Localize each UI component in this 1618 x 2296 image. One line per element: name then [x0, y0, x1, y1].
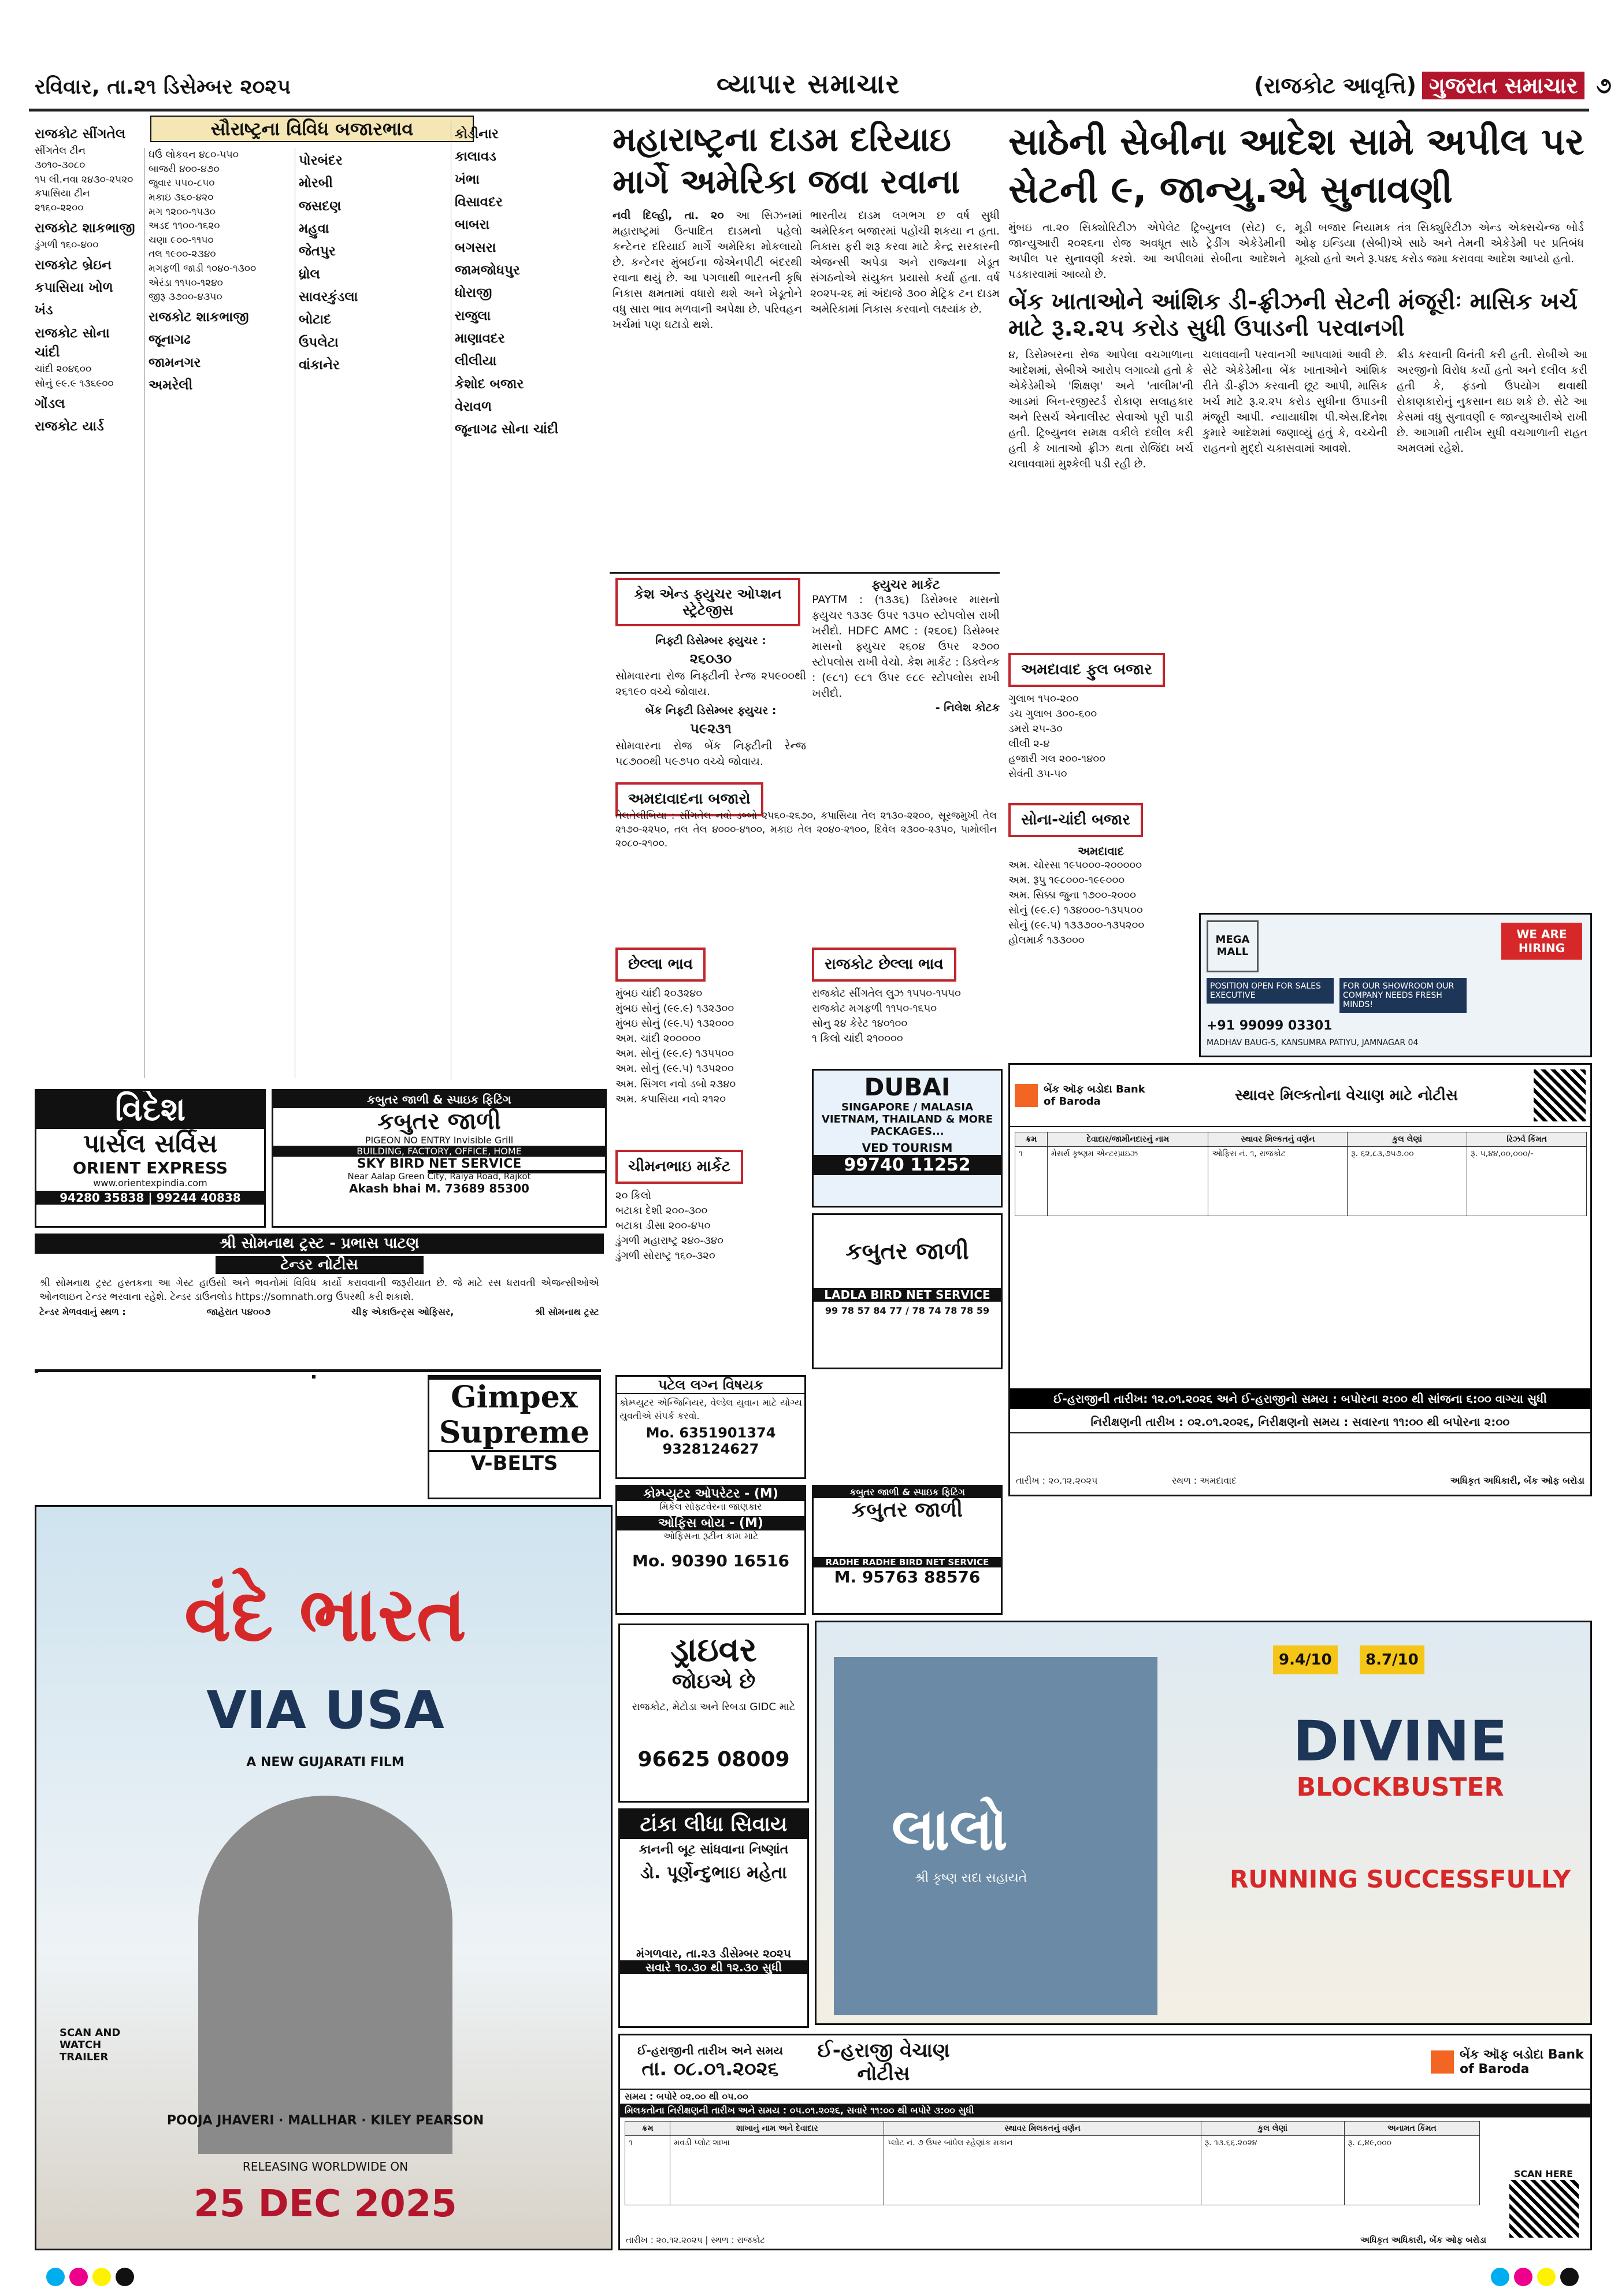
- header-date: રવિવાર, તા.૨૧ ડિસેમ્બર ૨૦૨૫: [35, 75, 291, 99]
- fool-bazar-rows: [1008, 692, 1193, 782]
- market-heading: સાવરકુંડલા: [299, 289, 358, 305]
- bank-nifty-body: સોમવારના રોજ બેંક નિફ્ટીની રેન્જ ૫૮૭૦૦થી ૫૯૭૫૦ વચ્ચે જોવાય.: [615, 740, 806, 768]
- rajkot-chhello-label: રાજકોટ છેલ્લા ભાવ: [812, 948, 956, 982]
- markets-col-4: [451, 121, 606, 1080]
- table-header: દેવાદાર/જામીનદારનું નામ: [1047, 1132, 1208, 1147]
- computer-phone: Mo. 90390 16516: [632, 1551, 790, 1570]
- mega-mall-phone: +91 99099 03301: [1207, 1019, 1333, 1033]
- market-line: એરંડા ૧૧૫૦-૧૨૪૦: [149, 277, 223, 289]
- driver-title: ડ્રાઇવર: [670, 1630, 757, 1669]
- rule-left-mid: [35, 1369, 601, 1372]
- gimpex-l1: Gimpex: [451, 1380, 578, 1415]
- chimanbhai-rows: [615, 1188, 806, 1264]
- dubai-company: VED TOURISM: [862, 1141, 953, 1155]
- sona-chandi-row: અમ. સિક્કા જુના ૧૭૦૦-૨૦૦૦: [1008, 889, 1136, 902]
- futures-author: - નિલેશ કોટક: [935, 701, 1000, 714]
- market-heading: વાંકાનેર: [299, 358, 340, 373]
- bob-officer: અધિકૃત અધિકારી, બેંક ઓફ બરોડા: [1450, 1475, 1584, 1486]
- market-heading: બાબરા: [455, 217, 490, 233]
- sona-chandi-city: અમદાવાદ: [1078, 844, 1124, 858]
- rajkot-chhello-row: રાજકોટ સીંગતેલ લુઝ ૧૫૫૦-૧૫૫૦: [812, 987, 961, 1000]
- tanka-title: ટાંકા લીધા સિવાય: [620, 1810, 807, 1839]
- reg-mark-yellow-r: [1537, 2268, 1556, 2286]
- fool-bazar-row: ડચ ગુલાબ ૩૦૦-૬૦૦: [1008, 708, 1097, 720]
- table-cell: રૂ. ૮,૪૯,૦૦૦: [1344, 2136, 1479, 2205]
- market-line: જામનગર: [149, 355, 201, 370]
- market-line: રાજકોટ સોના ચાંદી: [35, 325, 110, 360]
- dadam-body-2: ભારતીય દાડમ લગભગ છ વર્ષ સુધી અમેરિકન બજારમાં પહોંચી શકયા ન હતા. નિકાસ ફરી શરૂ કરવા માટે કેન્દ્ર સરકારની એજન્સી અપેડા અને રાજ્યના ખેડૂત સંગઠનોએ સંયુક્ત પ્રયાસો કર્યા હતા. વર્ષ ૨૦૨૫-૨૬ માં અંદાજે ૩૦૦ મેટ્રિક ટન દાડમ અમેરિકામાં નિકાસ કરવાનો લક્ષ્યાંક છે.: [810, 209, 1000, 315]
- ladla-ad: [812, 1213, 1003, 1369]
- patel-body: કોમ્પ્યુટર એન્જિનિયર, વેલ્ડેલ યુવાન માટે યોગ્ય યુવતીએ સંપર્ક કરવો.: [619, 1397, 802, 1421]
- videsh-web: www.orientexpindia.com: [93, 1177, 207, 1188]
- lalo-divine: DIVINE: [1293, 1709, 1508, 1774]
- markets-col-2: [144, 148, 289, 1078]
- market-heading: ધોરાજી: [455, 285, 492, 301]
- chhella-bhav-row: અમ. સોનું (૯૯.૯) ૧૩૫૫૦૦: [615, 1047, 734, 1060]
- market-heading: જામજોધપુર: [455, 263, 520, 278]
- markets-col-3: [295, 148, 445, 1078]
- fool-bazar-row: ગુલાબ ૧૫૦-૨૦૦: [1008, 693, 1079, 705]
- edition-label: [1254, 73, 1612, 99]
- chimanbhai-row: ડુંગળી મહારાષ્ટ્ર ૨૪૦-૩૪૦: [615, 1235, 723, 1247]
- market-line: કપાસિયા ટીન ૨૧૬૦-૨૨૦૦: [35, 188, 90, 214]
- market-line: મગ ૧૨૦૦-૧૫૩૦: [149, 206, 216, 218]
- reg-mark-yellow: [92, 2268, 111, 2286]
- sona-chandi-row: અમ. ચોરસા ૧૯૫૦૦૦-૨૦૦૦૦૦: [1008, 859, 1142, 871]
- sona-chandi-row: સોનું (૯૯.૯) ૧૩૪૦૦૦-૧૩૫૫૦૦: [1008, 904, 1143, 917]
- table-header: ક્રમ: [625, 2122, 670, 2136]
- radhe-name: કબુતર જાળી: [851, 1498, 963, 1522]
- somnath-title: શ્રી સોમનાથ ટ્રસ્ટ - પ્રભાસ પાટણ: [35, 1234, 604, 1254]
- chhella-bhav-rows: [615, 986, 806, 1107]
- market-line: બાજરી ૪૦૦-૪૭૦: [149, 163, 220, 175]
- sona-chandi-row: અમ. રૂપુ ૧૯૮૦૦૦-૧૯૯૦૦૦: [1008, 874, 1125, 887]
- somnath-foot-3: શ્રી સોમનાથ ટ્રસ્ટ: [535, 1306, 599, 1318]
- bank-nifty-value: ૫૯૨૩૧: [690, 720, 732, 737]
- reg-mark-cyan: [46, 2268, 65, 2286]
- videsh-company: ORIENT EXPRESS: [72, 1158, 228, 1177]
- sebi-body-4: ચલાવવાની પરવાનગી આપવામાં આવી છે. સેટે એકેડેમીના બેંક ખાતાઓને આંશિક રીતે ડી-ફ્રીઝ કરવાની છૂટ આપી, માસિક ખર્ચ માટે રૂ.૨.૨૫ કરોડ સુધીના ઉપાડની મંજૂરી આપી. ન્યાયાધીશ પી.એસ.દિનેશ કુમારે આદેશમાં જણાવ્યું હતું કે, વચ્ચેની રાહતનો મુદ્દો ચકાસવામાં આવશે.: [1203, 348, 1387, 455]
- market-heading: લીલીયા: [455, 354, 497, 369]
- paper-badge: ગુજરાત સમાચાર: [1422, 72, 1584, 99]
- mega-mall-address: MADHAV BAUG-5, KANSUMRA PATIYU, JAMNAGAR 04: [1207, 1038, 1419, 1047]
- market-heading: જેતપુર: [299, 244, 336, 259]
- vande-bharat-ad: [35, 1505, 613, 2250]
- market-line: કપાસિયા ખોળ: [35, 280, 113, 295]
- market-line: અડદ ૧૧૦૦-૧૬૨૦: [149, 220, 220, 232]
- dubai-ad: [812, 1069, 1003, 1208]
- bob2-table: [625, 2121, 1480, 2205]
- somnath-ad: [35, 1234, 604, 1364]
- market-line: ખંડ: [35, 303, 53, 318]
- lalo-blockbuster: BLOCKBUSTER: [1296, 1773, 1504, 1802]
- table-header: શાખાનું નામ અને દેવાદાર: [670, 2122, 884, 2136]
- reg-mark-magenta-r: [1514, 2268, 1532, 2286]
- vande-title: વંદે ભારત: [184, 1570, 467, 1658]
- market-line: રાજકોટ સીંગતેલ: [35, 127, 126, 142]
- page-number: ૭: [1596, 73, 1612, 98]
- office-boy-sub: ઓફિસના રૂટીન કામ માટે: [663, 1530, 759, 1541]
- market-heading: ખંભા: [455, 172, 480, 187]
- somnath-code: જાહેરાત ૫૪૦૦૭: [206, 1306, 271, 1318]
- rajkot-chhello-row: ૧ કિલો ચાંદી ૨૧૦૦૦૦: [812, 1032, 903, 1045]
- bob-notice-title: સ્થાવર મિલ્કતોના વેચાણ માટે નોટીસ: [1234, 1086, 1458, 1104]
- chhella-bhav-label: છેલ્લા ભાવ: [615, 948, 706, 982]
- market-line: ચણા ૯૦૦-૧૧૫૦: [149, 234, 214, 246]
- market-heading: ઉપલેટા: [299, 335, 339, 350]
- position-2: FOR OUR SHOWROOM OUR COMPANY NEEDS FRESH MINDS!: [1339, 978, 1467, 1013]
- futures-market-body: PAYTM : (૧૩૩૬) ડિસેમ્બર માસનો ફ્યુચર ૧૩૩૯ ઉપર ૧૩૫૦ સ્ટોપલોસ રાખી ખરીદો. HDFC AMC : (૨૬૦૬) ડિસેમ્બર માસનો ફ્યુચર ૨૬૦૪ ઉપર ૨૭૦૦ સ્ટોપલોસ રાખી વેચો. કેશ માર્કેટ : ડિક્લેન્ક : (૯૮૧) ૯૮૧ ઉપર ૯૮૯ સ્ટોપલોસ રાખી ખરીદો.: [812, 593, 1000, 700]
- market-line: સીંગતેલ ટીન ૩૦૧૦-૩૦૮૦: [35, 145, 86, 171]
- header-rule: [29, 109, 1589, 112]
- somnath-foot-2: ચીફ એકાઉન્ટ્સ ઓફિસર,: [351, 1306, 454, 1318]
- bob-inspect-line: નિરીક્ષણની તારીખ : ૦૨.૦૧.૨૦૨૬, નિરીક્ષણનો સમય : સવારના ૧૧:૦૦ થી બપોરના ૨:૦૦: [1010, 1411, 1590, 1433]
- radhe-ad: [812, 1485, 1003, 1615]
- market-line: તલ ૧૯૦૦-૨૩૪૦: [149, 248, 216, 261]
- computer-ad: [615, 1485, 806, 1615]
- rajkot-chhello-box: [812, 948, 1000, 1063]
- market-heading: બોટાદ: [299, 312, 332, 328]
- reg-mark-black-r: [1560, 2268, 1579, 2286]
- driver-ad: [618, 1623, 809, 1803]
- gimpex-l2: Supreme: [439, 1415, 590, 1450]
- bob2-title: ઈ-હરાજી વેચાણ નોટીસ: [817, 2039, 950, 2085]
- kabutar1-name: કબુતર જાળી: [377, 1108, 501, 1135]
- radhe-phone: M. 95763 88576: [834, 1567, 981, 1587]
- market-line: જુવાર ૫૫૦-૮૫૦: [149, 177, 215, 190]
- vande-release: RELEASING WORLDWIDE ON: [242, 2160, 409, 2174]
- bob-place: સ્થળ : અમદાવાદ: [1172, 1475, 1237, 1486]
- table-header: સ્થાવર મિલ્કતનું વર્ણન: [1208, 1132, 1348, 1147]
- sebi-body-1: મુંબઇ તા.૨૦ સિક્યોરિટીઝ એપેલેટ ટ્રિબ્યુનલ (સેટ) ૯, જાન્યુઆરી ૨૦૨૬ના રોજ અવધૂત સાઠે ટ્રેડીંગ એકેડેમીની અપીલ પર સુનાવણી કરશે. આ અપીલમાં સેબીના આદેશને પડકારવામાં આવ્યો છે.: [1008, 221, 1286, 281]
- bob2-time: સમય : બપોરે ૦૨.૦૦ થી ૦૫.૦૦: [625, 2091, 748, 2102]
- bob2-qr-icon: [1509, 2180, 1579, 2238]
- table-header: ક્રમ: [1015, 1132, 1048, 1147]
- table-cell: રૂ. ૬૨,૮૩,૭૫૭.૦૦: [1348, 1147, 1467, 1216]
- fool-bazar-label: અમદાવાદ ફુલ બજાર: [1008, 653, 1165, 687]
- kabutar1-phone: Akash bhai M. 73689 85300: [349, 1182, 529, 1195]
- patel-phone-1: Mo. 6351901374: [645, 1425, 776, 1441]
- chimanbhai-label: ચીમનભાઇ માર્કેટ: [615, 1150, 743, 1184]
- driver-phone: 96625 08009: [637, 1748, 790, 1771]
- fool-bazar-box: [1008, 653, 1193, 797]
- driver-sub: જોઇએ છે: [671, 1670, 756, 1693]
- computer-sub: મિકેલ સોફ્ટવેરના જાણકાર: [659, 1501, 762, 1512]
- market-line: રાજકોટ યાર્ડ: [35, 418, 104, 434]
- table-cell: મવડી પ્લોટ શાખા: [670, 2136, 884, 2205]
- somnath-subtitle: ટેન્ડર નોટીસ: [216, 1256, 424, 1274]
- market-line: જૂનાગઢ: [149, 332, 191, 348]
- radhe-title: કબુતર જાળી & સ્પાઇક ફિટિંગ: [814, 1487, 1001, 1498]
- bob2-bank-name: બેંક ઑફ બડોદા Bank of Baroda: [1460, 2048, 1584, 2076]
- vande-actors: POOJA JHAVERI · MALLHAR · KILEY PEARSON: [166, 2113, 484, 2128]
- table-cell: મેસર્સ કૃષ્ણમ એન્ટરપ્રાઇઝ: [1047, 1147, 1208, 1216]
- dadam-article: [613, 118, 1000, 569]
- sebi-body-3: ૪, ડિસેમ્બરના રોજ આપેલા વચગાળાના આદેશમાં, સેબીએ આરોપ લગાવ્યો હતો કે એકેડેમીએ 'શિક્ષણ' અને 'તાલીમ'ની આડમાં બિન-રજીસ્ટર્ડ રોકાણ સલાહકાર અને રિસર્ચ એનાલીસ્ટ સેવાઓ પૂરી પાડી હતી. ટ્રિબ્યુનલ સમક્ષ વકીલે દલીલ કરી હતી કે ખાતાઓ ફ્રીઝ થતા રોજિંદા ખર્ચ ચલાવવામાં મુશ્કેલી પડી રહી છે.: [1008, 348, 1193, 471]
- lalo-running: RUNNING SUCCESSFULLY: [1229, 1865, 1571, 1893]
- paper-name: વ્યાપાર સમાચાર: [717, 68, 901, 99]
- bank-nifty-title: બેંક નિફ્ટી ડિસેમ્બર ફ્યુચર :: [645, 704, 777, 717]
- mega-mall-logo: [1207, 920, 1259, 972]
- sona-chandi-label: સોના-ચાંદી બજાર: [1008, 803, 1143, 837]
- imdb-rating-1: 9.4/10: [1273, 1645, 1338, 1674]
- bob2-logo-icon: [1431, 2050, 1454, 2074]
- bob2-scan: SCAN HERE: [1513, 2168, 1573, 2179]
- market-heading: કોડીનાર: [455, 127, 499, 142]
- sebi-body-5: ક્રીડ કરવાની વિનંતી કરી હતી. સેબીએ આ અરજીનો વિરોધ કર્યો હતો અને દલીલ કરી હતી કે, ફંડનો ઉપયોગ થવાથી રોકાણકારોનું નુકસાન થઇ શકે છે. સેટે આ કેસમાં વધુ સુનાવણી ૯ જાન્યુઆરીએ રાખી છે. આગામી તારીખ સુધી વચગાળાની રાહત અમલમાં રહેશે.: [1397, 348, 1587, 455]
- chhella-bhav-row: મુંબઇ ચાંદી ૨૦૩૨૪૦: [615, 987, 703, 1000]
- patel-title: પટેલ લગ્ન વિષયક: [617, 1377, 804, 1394]
- chimanbhai-row: ડુંગળી સોરાષ્ટ્ર ૧૬૦-૩૨૦: [615, 1250, 715, 1262]
- kabutar1-lines: BUILDING, FACTORY, OFFICE, HOME: [273, 1146, 605, 1157]
- nifty-value: ૨૬૦૩૦: [689, 650, 732, 667]
- radhe-company: RADHE RADHE BIRD NET SERVICE: [814, 1557, 1001, 1567]
- gimpex-l3: V-BELTS: [429, 1450, 599, 1475]
- ladla-name: કબુતર જાળી: [845, 1238, 969, 1265]
- spacer25: [312, 1375, 316, 1379]
- sebi-subhead: બેંક ખાતાઓને આંશિક ડી-ફ્રીઝની સેટની મંજૂરીઃ માસિક ખર્ચ માટે રૂ.૨.૨૫ કરોડ સુધી ઉપાડની પરવાનગી: [1008, 288, 1578, 342]
- patel-ad: [615, 1375, 806, 1479]
- fool-bazar-row: ડમરો ૨૫-૩૦: [1008, 723, 1063, 735]
- imdb-rating-2: 8.7/10: [1360, 1645, 1424, 1674]
- futures-label: કેશ એન્ડ ફ્યુચર ઓપ્શન સ્ટ્રેટેજીસ: [615, 578, 800, 626]
- lalo-sub: શ્રી કૃષ્ણ સદા સહાયતે: [915, 1871, 1027, 1885]
- position-1: POSITION OPEN FOR SALES EXECUTIVE: [1207, 978, 1334, 1004]
- rajkot-chhello-rows: [812, 986, 1000, 1046]
- market-heading: મહુવા: [299, 221, 329, 237]
- bob2-date-place: તારીખ : ૨૦.૧૨.૨૦૨૫ | સ્થળ : રાજકોટ: [626, 2235, 766, 2245]
- fool-bazar-row: હજારી ગલ ૨૦૦-૧૪૦૦: [1008, 753, 1106, 766]
- ladla-company: LADLA BIRD NET SERVICE: [814, 1288, 1001, 1302]
- vande-date: 25 DEC 2025: [194, 2183, 457, 2226]
- dubai-sub: SINGAPORE / MALASIA VIETNAM, THAILAND & MORE PACKAGES...: [821, 1101, 993, 1138]
- reg-mark-magenta: [69, 2268, 88, 2286]
- tanka-sub: કાનની બૂટ સાંધવાના નિષ્ણાંત: [639, 1842, 789, 1857]
- bob-notice-1: [1008, 1063, 1592, 1496]
- rajkot-chhello-row: સોનુ ૨૪ કેરેટ ૧૪૦૧૦૦: [812, 1017, 908, 1030]
- qr-code-icon: [1534, 1069, 1586, 1121]
- market-heading: માણાવદર: [455, 331, 505, 347]
- dubai-phone: 99740 11252: [814, 1155, 1001, 1175]
- kabutar1-sub: PIGEON NO ENTRY Invisible Grill: [365, 1135, 514, 1146]
- bob-logo-icon: [1015, 1084, 1038, 1107]
- chhella-bhav-box: [615, 948, 806, 1144]
- chimanbhai-row: બટાકા દેશી ૨૦૦-૩૦૦: [615, 1205, 708, 1217]
- bob2-inspect: મિલકતોના નિરીક્ષણની તારીખ અને સમય : ૦૫.૦૧.૨૦૨૬, સવારે ૧૧:૦૦ થી બપોરે ૩:૦૦ સુધી: [620, 2104, 1590, 2117]
- dadam-body-1: આ સિઝનમાં મહારાષ્ટ્રમાં ઉત્પાદિત દાડમનો પહેલો કન્ટેનર દરિયાઈ માર્ગે અમેરિકા મોકલાયો છે. કન્ટેનર મુંબઈના જેએનપીટી બંદરથી રવાના થયું છે. આ પગલાથી ભારતની કૃષિ નિકાસ ક્ષમતામાં વધારો થશે અને ખેડૂતોને વધુ સારા ભાવ મળવાની અપેક્ષા છે. પરિવહન ખર્ચમાં પણ ઘટાડો થશે.: [613, 209, 802, 331]
- markets-section: [35, 116, 607, 1086]
- market-line: અમરેલી: [149, 378, 193, 393]
- table-header: સ્થાવર મિલકતનું વર્ણન: [884, 2122, 1201, 2136]
- ahmedabad-bazar-label: અમદાવાદના બજારો: [615, 782, 763, 816]
- fool-bazar-row: સેવંતી ૩૫-૫૦: [1008, 768, 1067, 781]
- gimpex-ad: [428, 1378, 601, 1499]
- somnath-body: શ્રી સોમનાથ ટ્રસ્ટ હસ્તકના આ ગેસ્ટ હાઉસો અને ભવનોમાં વિવિધ કાર્યો કરાવવાની જરૂરીયાત છે. જે માટે રસ ધરાવતી એજન્સીઓએ ઓનલાઇન ટેન્ડર ભરવાના રહેશે. ટેન્ડર ડાઉનલોડ https://somnath.org ઉપરથી કરી શકાશે.: [39, 1277, 599, 1303]
- market-heading: જસદણ: [299, 198, 342, 214]
- market-line: ૧૫ લી.નવા ૨૪૩૦-૨૫૨૦: [35, 173, 133, 185]
- sebi-headline: સાઠેની સેબીના આદેશ સામે અપીલ પર સેટની ૯, જાન્યુ.એ સુનાવણી: [1008, 121, 1584, 212]
- market-heading: મોરબી: [299, 176, 333, 191]
- market-heading: વેરાવળ: [455, 399, 492, 415]
- market-line: ઘઉં લોકવન ૪૮૦-૫૫૦: [149, 149, 239, 161]
- market-heading: કેશોદ બજાર: [455, 376, 524, 392]
- kabutar1-address: Near Aalap Green City, Raiya Road, Rajkot: [347, 1171, 531, 1182]
- chhella-bhav-row: અમ. ચાંદી ૨૦૦૦૦૦: [615, 1032, 701, 1045]
- rajkot-chhello-row: રાજકોટ મગફળી ૧૧૫૦-૧૬૫૦: [812, 1002, 937, 1015]
- table-cell: ૧: [625, 2136, 670, 2205]
- videsh-phone: 94280 35838 | 99244 40838: [36, 1191, 264, 1205]
- market-heading: પોરબંદર: [299, 153, 343, 168]
- sona-chandi-box: [1008, 803, 1193, 1057]
- market-line: રાજકોટ શાકભાજી: [35, 220, 135, 236]
- market-line: ડુંગળી ૧૬૦-૪૦૦: [35, 239, 99, 251]
- sona-chandi-rows: [1008, 858, 1193, 949]
- mega-mall-ad: [1199, 913, 1592, 1057]
- vande-scan: SCAN AND WATCH TRAILER: [60, 2027, 121, 2063]
- vande-tag: A NEW GUJARATI FILM: [246, 1755, 404, 1770]
- kabutar-ad-1: [272, 1089, 607, 1228]
- table-row: [1015, 1147, 1587, 1216]
- chimanbhai-box: [615, 1150, 806, 1369]
- fool-bazar-row: લીલી ૨-૪: [1008, 738, 1050, 751]
- bob2-eauction: ઈ-હરાજીની તારીખ અને સમય: [637, 2044, 783, 2057]
- table-header: કુલ લેણાં: [1348, 1132, 1467, 1147]
- edition-text: (રાજકોટ આવૃત્તિ): [1254, 73, 1416, 98]
- chhella-bhav-row: મુંબઇ સોનું (૯૯.૯) ૧૩૨૩૦૦: [615, 1002, 734, 1015]
- bob2-date: તા. ૦૮.૦૧.૨૦૨૬: [641, 2057, 779, 2080]
- table-cell: રૂ. ૫,૪૪,૦૦,૦૦૦/-: [1467, 1147, 1587, 1216]
- spacer4: [428, 1170, 607, 1173]
- computer-title: કોમ્પ્યુટર ઓપરેટર - (M): [617, 1487, 804, 1501]
- table-cell: પ્લોટ નં. ૭ ઉપર બાંધેલ રહેણાંક મકાન: [884, 2136, 1201, 2205]
- market-line: મકાઇ ૩૬૦-૪૨૦: [149, 191, 214, 203]
- kabutar1-company: SKY BIRD NET SERVICE: [357, 1157, 522, 1171]
- bob-date: તારીખ : ૨૦.૧૨.૨૦૨૫: [1016, 1475, 1098, 1486]
- market-heading: રાજુલા: [455, 308, 491, 324]
- chimanbhai-row: ૨૦ કિલો: [615, 1190, 652, 1202]
- rule-dadam: [610, 572, 1000, 574]
- bob-notice-2: [618, 2034, 1592, 2250]
- hiring-badge: WE ARE HIRING: [1501, 923, 1582, 960]
- tanka-doc: ડો. પૂર્ણેન્દુભાઇ મહેતા: [640, 1863, 788, 1883]
- market-heading: કાલાવડ: [455, 149, 496, 165]
- market-line: રાજકોટ શાકભાજી: [149, 310, 249, 325]
- table-header: રિઝર્વ કિંમત: [1467, 1132, 1587, 1147]
- sebi-body-2: મૂડી બજાર નિયામક તંત્ર સિક્યુરિટીઝ એન્ડ એક્સચેન્જ બોર્ડ ઓફ ઇન્ડિયા (સેબી)એ સાઠે અને તેમની એકેડેમી પર પ્રતિબંધ મૂક્યો હતો અને રૂ.૫૪૬ કરોડ જમા કરાવવા આદેશ આપ્યો હતો.: [1295, 221, 1584, 266]
- market-line: મગફળી જાડી ૧૦૪૦-૧૩૦૦: [149, 263, 257, 275]
- table-header: અનામત કિંમત: [1344, 2122, 1479, 2136]
- reg-mark-black: [116, 2268, 134, 2286]
- nifty-title: નિફ્ટી ડિસેમ્બર ફ્યુચર :: [655, 634, 766, 647]
- markets-title: સૌરાષ્ટ્રના વિવિધ બજારભાવ: [150, 116, 474, 142]
- markets-col-1: [35, 121, 139, 1080]
- sona-chandi-row: હોલમાર્ક ૧૩૩૦૦૦: [1008, 934, 1085, 947]
- kabutar1-title: કબુતર જાળી & સ્પાઇક ફિટિંગ: [273, 1091, 605, 1108]
- dadam-headline: મહારાષ્ટ્રના દાડમ દરિયાઇ માર્ગે અમેરિકા જવા રવાના: [613, 120, 960, 201]
- market-heading: બગસરા: [455, 240, 496, 255]
- market-heading: જૂનાગઢ સોના ચાંદી: [455, 422, 559, 437]
- table-header: કુલ લેણાં: [1201, 2122, 1344, 2136]
- market-heading: વિસાવદર: [455, 195, 503, 210]
- bob2-officer: અધિકૃત અધિકારી, બેંક ઓફ બરોડા: [1360, 2235, 1486, 2245]
- table-cell: રૂ. ૧૩.૬૬.૨૦૨૪: [1201, 2136, 1344, 2205]
- market-heading: ધ્રોલ: [299, 266, 320, 282]
- driver-body: રાજકોટ, મેટોડા અને રિબડા GIDC માટે: [632, 1701, 796, 1713]
- videsh-ad: [35, 1089, 266, 1228]
- somnath-foot-1: ટેન્ડર મેળવવાનું સ્થળ :: [39, 1306, 126, 1318]
- table-cell: ૧: [1015, 1147, 1048, 1216]
- mega-mall-brand: MEGA MALL: [1215, 934, 1250, 958]
- tanka-date: મંગળવાર, તા.૨૩ ડીસેમ્બર ૨૦૨૫: [636, 1946, 791, 1960]
- tanka-time: સવારે ૧૦.૩૦ થી ૧૨.૩૦ સુધી: [620, 1960, 807, 1974]
- market-line: રાજકોટ બ્રેઇન: [35, 257, 112, 273]
- nifty-body: સોમવારના રોજ નિફ્ટીની રેન્જ ૨૫૯૦૦થી ૨૬૧૯૦ વચ્ચે જોવાય.: [615, 670, 806, 699]
- dadam-dateline: નવી દિલ્હી, તા. ૨૦: [613, 209, 724, 222]
- chimanbhai-row: બટાકા ડીસા ૨૦૦-૪૫૦: [615, 1220, 711, 1232]
- market-line: ગોંડલ: [35, 396, 65, 411]
- chhella-bhav-row: મુંબઇ સોનું (૯૯.૫) ૧૩૨૦૦૦: [615, 1017, 734, 1030]
- table-cell: ઓફિસ નં. ૧, રાજકોટ: [1208, 1147, 1348, 1216]
- bob-bank-name: બેંક ઑફ બડોદા Bank of Baroda: [1044, 1083, 1145, 1108]
- chhella-bhav-row: અમ. સિંગલ નવો ડબો ૨૩૪૦: [615, 1078, 736, 1090]
- lalo-title: લાલો: [892, 1796, 1008, 1863]
- chhella-bhav-row: અમ. સોનું (૯૯.૫) ૧૩૫૨૦૦: [615, 1062, 734, 1075]
- actor-image: [198, 1796, 452, 2154]
- patel-phone-2: 9328124627: [662, 1441, 759, 1458]
- ahmedabad-bazar-body: તેલતેલીબિયા : સીંગતેલ નવો ડબ્બો ૨૫૬૦-૨૬૭૦, કપાસિયા તેલ ૨૧૩૦-૨૨૦૦, સૂરજમુખી તેલ ૨૧૭૦-૨૨૫૦, તલ તેલ ૪૦૦૦-૪૧૦૦, મકાઇ તેલ ૨૦૪૦-૨૧૦૦, દિવેલ ૨૩૦૦-૨૩૫૦, પામોલીન ૨૦૮૦-૨૧૦૦.: [615, 810, 997, 850]
- market-line: જીરૂ ૩૭૦૦-૪૩૫૦: [149, 291, 222, 303]
- vande-via: VIA USA: [206, 1680, 444, 1741]
- bob-etender-line: ઈ-હરાજીની તારીખ: ૧૨.૦૧.૨૦૨૬ અને ઈ-હરાજીનો સમય : બપોરના ૨:૦૦ થી સાંજના ૬:૦૦ વાગ્યા સુધી: [1010, 1388, 1590, 1409]
- videsh-title: વિદેશ: [36, 1091, 264, 1129]
- market-line: ચાંદી ૨૦૪૬૦૦: [35, 363, 92, 376]
- chhella-bhav-row: અમ. કપાસિયા નવો ૨૧૨૦: [615, 1093, 726, 1105]
- market-line: સોનું ૯૯.૯ ૧૩૬૯૦૦: [35, 377, 114, 389]
- bob-notice-table: [1015, 1132, 1587, 1216]
- tanka-ad: [618, 1808, 809, 2028]
- ladla-phone: 99 78 57 84 77 / 78 74 78 78 59: [825, 1305, 990, 1316]
- videsh-sub: પાર્સલ સર્વિસ: [83, 1129, 218, 1158]
- sona-chandi-row: સોનું (૯૯.૫) ૧૩૩૭૦૦-૧૩૫૨૦૦: [1008, 919, 1145, 932]
- table-row: [625, 2136, 1480, 2205]
- futures-market-title: ફ્યુચર માર્કેટ: [871, 578, 940, 592]
- lalo-ad: [815, 1621, 1592, 2025]
- office-boy-title: ઓફિસ બોય - (M): [617, 1516, 804, 1530]
- reg-mark-cyan-r: [1491, 2268, 1509, 2286]
- dubai-title: DUBAI: [864, 1073, 951, 1101]
